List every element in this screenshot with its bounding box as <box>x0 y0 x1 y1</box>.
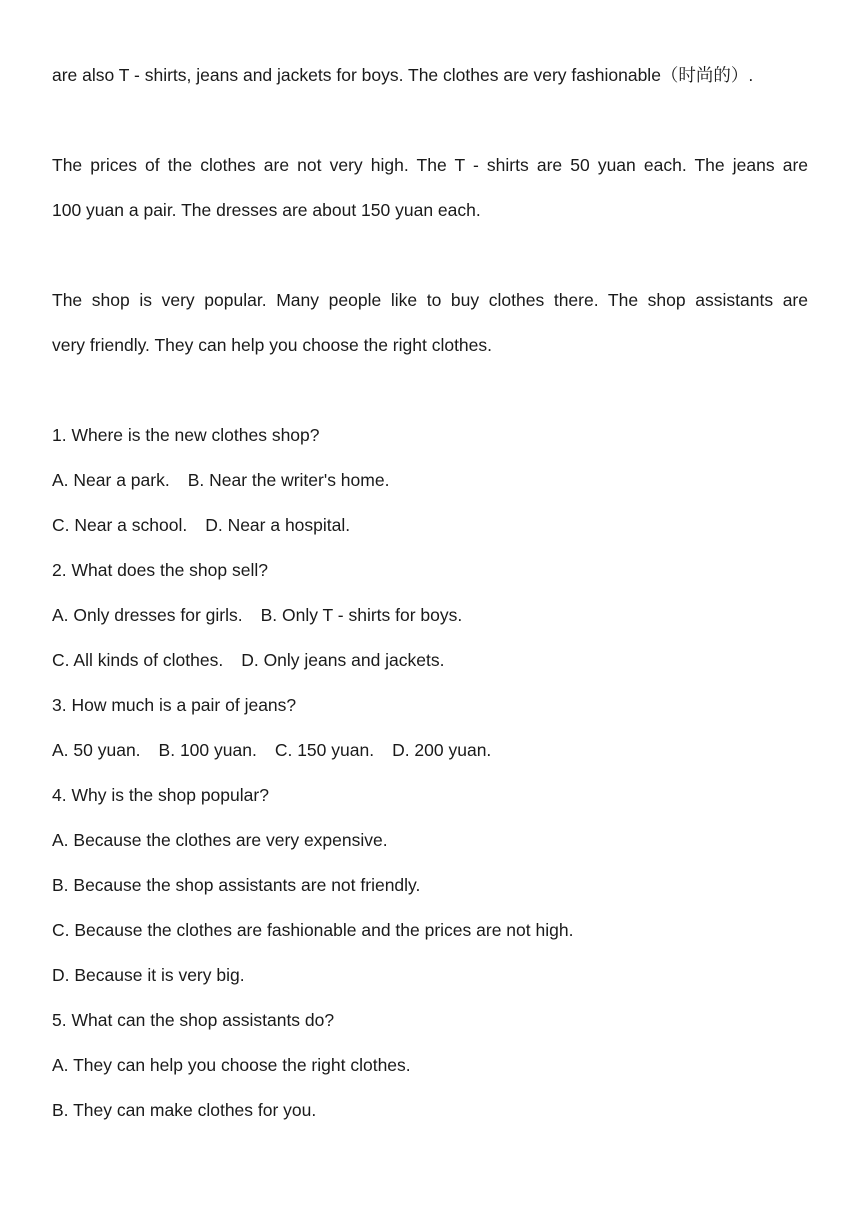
option: D. Because it is very big. <box>52 965 245 985</box>
passage-line-justified <box>52 289 808 311</box>
option: C. Because the clothes are fashionable and the prices are not high. <box>52 920 574 940</box>
option: D. Only jeans and jackets. <box>241 650 445 670</box>
option-row <box>52 514 350 536</box>
option: B. Because the shop assistants are not friendly. <box>52 875 421 895</box>
option: B. 100 yuan. <box>158 740 257 760</box>
option: A. Because the clothes are very expensive. <box>52 830 388 850</box>
passage-line: 100 yuan a pair. The dresses are about 150 yuan each. <box>52 200 481 220</box>
passage-text: The shop is very popular. Many people like to buy clothes there. The shop assistants are <box>52 290 808 310</box>
passage-line-justified <box>52 154 808 176</box>
option: A. They can help you choose the right clothes. <box>52 1055 411 1075</box>
option-row <box>52 469 389 491</box>
option-row <box>52 739 491 761</box>
passage-line: very friendly. They can help you choose the right clothes. <box>52 335 493 355</box>
option: C. Near a school. <box>52 515 188 535</box>
question-text: 1. Where is the new clothes shop? <box>52 425 320 445</box>
option: D. 200 yuan. <box>392 740 492 760</box>
option: A. Near a park. <box>52 470 170 490</box>
option: B. Only T - shirts for boys. <box>260 605 463 625</box>
option: C. All kinds of clothes. <box>52 650 224 670</box>
passage-line: are also T - shirts, jeans and jackets for boys. The clothes are very fashionable（时尚的）. <box>52 65 754 85</box>
question-text: 4. Why is the shop popular? <box>52 785 269 805</box>
option-row <box>52 649 445 671</box>
passage-text: The prices of the clothes are not very high. The T - shirts are 50 yuan each. The jeans are <box>52 155 808 175</box>
question-text: 5. What can the shop assistants do? <box>52 1010 335 1030</box>
option: A. 50 yuan. <box>52 740 141 760</box>
option: B. They can make clothes for you. <box>52 1100 317 1120</box>
option: A. Only dresses for girls. <box>52 605 243 625</box>
option: C. 150 yuan. <box>274 740 375 760</box>
question-text: 2. What does the shop sell? <box>52 560 268 580</box>
question-text: 3. How much is a pair of jeans? <box>52 695 297 715</box>
option-row <box>52 604 462 626</box>
option: B. Near the writer's home. <box>187 470 390 490</box>
option: D. Near a hospital. <box>205 515 351 535</box>
